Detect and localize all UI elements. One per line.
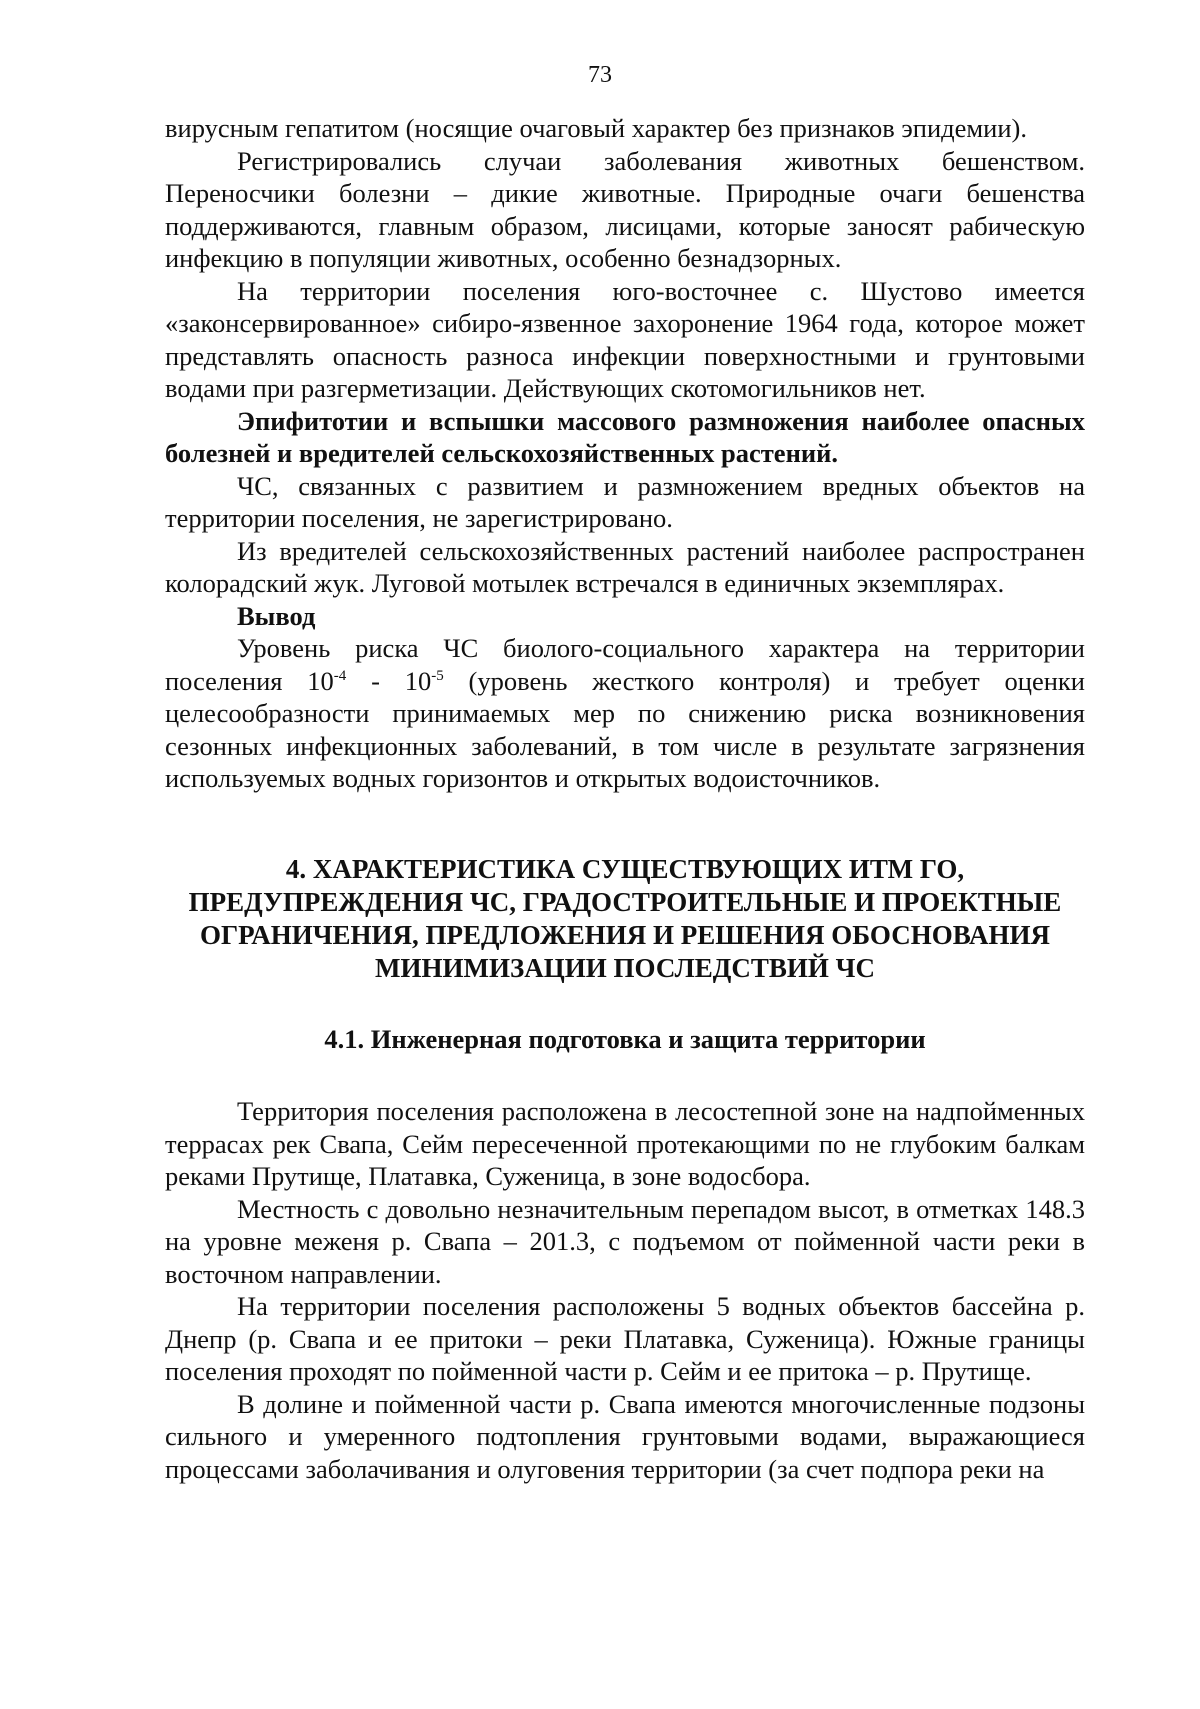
- paragraph-pests: Из вредителей сельскохозяйственных растений наиболее распространен колорадский жук. Луговой мотылек встречался в единичных экземплярах.: [165, 535, 1085, 598]
- page-number: 73: [588, 62, 612, 88]
- paragraph-hepatitis: вирусным гепатитом (носящие очаговый характер без признаков эпидемии).: [165, 113, 1027, 143]
- paragraph-relief: Местность с довольно незначительным перепадом высот, в отметках 148.3 на уровне меженя р. Свапа – 201.3, с подъемом от пойменной части реки в восточном направлении.: [165, 1193, 1085, 1289]
- paragraph-emergencies-none: ЧС, связанных с развитием и размножением вредных объектов на территории поселения, не зарегистрировано.: [165, 470, 1085, 533]
- heading-conclusion: Вывод: [237, 600, 316, 631]
- risk-text-2: - 10: [346, 665, 432, 696]
- risk-text-3: (уровень жесткого контроля) и требует оценки целесообразности принимаемых мер по снижению риска возникновения сезонных инфекционных заболеваний, в том числе в результате загрязнения используемых водных горизонтов и открытых водоисточников.: [165, 665, 1085, 793]
- risk-text-1: Уровень риска ЧС биолого-социального характера на территории поселения 10: [165, 633, 1085, 696]
- paragraph-risk-level: [165, 632, 1085, 795]
- subsection-title: 4.1. Инженерная подготовка и защита территории: [324, 1023, 926, 1054]
- paragraph-water-bodies: На территории поселения расположены 5 водных объектов бассейна р. Днепр (р. Свапа и ее притоки – реки Платавка, Суженица). Южные границы поселения проходят по пойменной части р. Сейм и ее притока – р. Прутище.: [165, 1291, 1085, 1386]
- paragraph-flooding: В долине и пойменной части р. Свапа имеются многочисленные подзоны сильного и умеренного подтопления грунтовыми водами, выражающиеся процессами заболачивания и олуговения территории (за счет подпора реки на: [165, 1388, 1085, 1484]
- risk-exponent-2: -5: [431, 667, 444, 684]
- paragraph-territory-location: Территория поселения расположена в лесостепной зоне на надпойменных террасах рек Свапа, Сейм пересеченной протекающими по не глубоким балкам реками Прутище, Платавка, Суженица, в зоне водосбора.: [165, 1096, 1085, 1191]
- document-body: [165, 112, 1085, 1485]
- section-title: 4. ХАРАКТЕРИСТИКА СУЩЕСТВУЮЩИХ ИТМ ГО, ПРЕДУПРЕЖДЕНИЯ ЧС, ГРАДОСТРОИТЕЛЬНЫЕ И ПРОЕКТНЫЕ ОГРАНИЧЕНИЯ, ПРЕДЛОЖЕНИЯ И РЕШЕНИЯ ОБОСНОВАНИЯ МИНИМИЗАЦИИ ПОСЛЕДСТВИЙ ЧС: [188, 853, 1062, 983]
- risk-exponent-1: -4: [333, 667, 347, 684]
- paragraph-rabies: Регистрировались случаи заболевания животных бешенством. Переносчики болезни – дикие животные. Природные очаги бешенства поддерживаются, главным образом, лисицами, которые заносят рабическую инфекцию в популяции животных, особенно безнадзорных.: [165, 145, 1085, 273]
- paragraph-anthrax-burial: На территории поселения юго-восточнее с. Шустово имеется «законсервированное» сибиро-язвенное захоронение 1964 года, которое может представлять опасность разноса инфекции поверхностными и грунтовыми водами при разгерметизации. Действующих скотомогильников нет.: [165, 275, 1085, 403]
- heading-epiphytotics: Эпифитотии и вспышки массового размножения наиболее опасных болезней и вредителей сельскохозяйственных растений.: [165, 405, 1085, 468]
